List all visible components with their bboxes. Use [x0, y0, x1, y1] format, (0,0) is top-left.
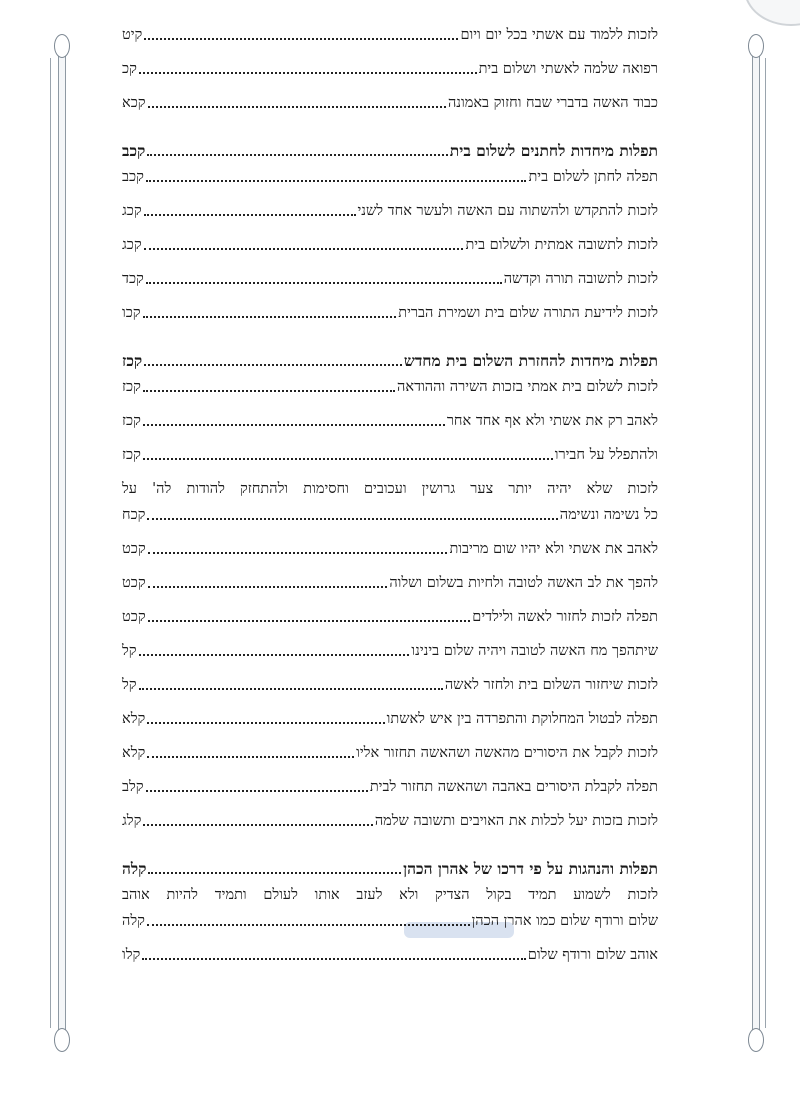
entry-page: קלא: [122, 745, 146, 761]
section-heading: [122, 858, 658, 878]
entry-text: ולהתפלל על חבירו: [554, 447, 658, 463]
entry-text: לזכות שיחזור השלום בית ולחזר לאשה: [444, 677, 658, 693]
toc-entry: [122, 912, 658, 930]
dot-leader: [146, 282, 502, 284]
entry-text: לזכות לידיעת התורה שלום בית ושמירת הברית: [398, 305, 658, 321]
dot-leader: [147, 518, 557, 520]
dot-leader: [147, 756, 354, 758]
wrapped-entry-line: לזכות לשמוע תמיד בקול הצדיק ולא לעזב אותו לעולם ותמיד להיות אוהב: [122, 887, 658, 903]
dot-leader: [148, 620, 471, 622]
dot-leader: [143, 316, 397, 318]
toc-entry: [122, 506, 658, 524]
toc-entry: [122, 304, 658, 322]
entry-page: קכב: [122, 169, 144, 185]
toc-entry: [122, 26, 658, 44]
entry-text: לזכות ללמוד עם אשתי בכל יום ויום: [460, 27, 658, 43]
toc-entry: [122, 378, 658, 396]
entry-page: קלא: [122, 711, 146, 727]
entry-text: אוהב שלום ורודף שלום: [527, 947, 658, 963]
entry-page: קל: [122, 677, 137, 693]
toc-entry: [122, 574, 658, 592]
entry-text: כל נשימה ונשימה: [559, 507, 658, 523]
entry-text: תפלה לחתן לשלום בית: [528, 169, 658, 185]
entry-page: קיט: [122, 27, 143, 43]
section-title: תפלות והנהגות על פי דרכו של אהרן הכהן: [403, 859, 658, 878]
toc-entry: [122, 94, 658, 112]
wrapped-entry-line: לזכות שלא יהיה יותר צער גרושין ועכובים וחסימות ולהתחזק להודות לה' על: [122, 481, 658, 497]
entry-text: תפלה לבטול המחלוקת והתפרדה בין איש לאשתו: [386, 711, 658, 727]
dot-leader: [144, 38, 458, 40]
dot-leader: [139, 72, 477, 74]
table-of-contents: [122, 26, 658, 964]
dot-leader: [146, 790, 368, 792]
entry-text: לזכות בזכות יעל לכלות את האויבים ותשובה שלמה: [374, 813, 658, 829]
entry-text: לאהב את אשתי ולא יהיו שום מריבות: [449, 541, 658, 557]
entry-page: קלב: [122, 779, 144, 795]
toc-entry: [122, 676, 658, 694]
entry-page: קכז: [122, 447, 141, 463]
dot-leader: [148, 872, 401, 874]
entry-text: להפך את לב האשה לטובה ולחיות בשלום ושלוה: [389, 575, 658, 591]
toc-entry: [122, 946, 658, 964]
toc-entry: [122, 412, 658, 430]
entry-text: לאהב רק את אשתי ולא אף אחד אחר: [446, 413, 658, 429]
entry-text: לזכות להתקדש ולהשתוה עם האשה ולעשר אחד לשני: [357, 203, 658, 219]
toc-entry: [122, 744, 658, 762]
section-page: קכז: [122, 351, 143, 370]
entry-text: תפלה לזכות לחזור לאשה ולילדים: [472, 609, 658, 625]
entry-page: קלו: [122, 947, 141, 963]
dot-leader: [147, 924, 470, 926]
section-title: תפלות מיחדות לחתנים לשלום בית: [449, 141, 658, 160]
toc-entry: [122, 608, 658, 626]
section-heading: [122, 140, 658, 160]
dot-leader: [147, 722, 384, 724]
entry-page: קכח: [122, 507, 146, 523]
dot-leader: [147, 154, 447, 156]
entry-page: קכ: [122, 61, 137, 77]
toc-entry: [122, 168, 658, 186]
left-scroll-rail-ornament: [54, 28, 68, 1058]
entry-text: לזכות לתשובה תורה וקדשה: [503, 271, 658, 287]
entry-page: קלג: [122, 813, 142, 829]
toc-entry: [122, 778, 658, 796]
entry-page: קכג: [122, 237, 142, 253]
toc-entry: [122, 270, 658, 288]
entry-page: קכו: [122, 305, 141, 321]
dot-leader: [144, 248, 464, 250]
entry-page: קכא: [122, 95, 146, 111]
entry-text: רפואה שלמה לאשתי ושלום בית: [478, 61, 658, 77]
dot-leader: [142, 958, 526, 960]
entry-text: לזכות לשלום בית אמתי בזכות השירה וההודאה: [397, 379, 658, 395]
toc-entry: [122, 446, 658, 464]
entry-text: לזכות לתשובה אמתית ולשלום בית: [465, 237, 658, 253]
dot-leader: [143, 424, 445, 426]
dot-leader: [143, 458, 553, 460]
entry-text: שלום ורודף שלום כמו אהרן הכהן: [471, 913, 658, 929]
dot-leader: [148, 586, 388, 588]
entry-page: קכד: [122, 271, 144, 287]
dot-leader: [143, 390, 395, 392]
dot-leader: [143, 824, 372, 826]
entry-page: קכג: [122, 203, 142, 219]
dot-leader: [146, 180, 527, 182]
entry-page: קל: [122, 643, 137, 659]
dot-leader: [148, 552, 448, 554]
dot-leader: [148, 106, 446, 108]
toc-entry: [122, 202, 658, 220]
entry-page: קכט: [122, 541, 146, 557]
dot-leader: [144, 214, 356, 216]
entry-page: קכז: [122, 379, 141, 395]
entry-text: כבוד האשה בדברי שבח וחזוק באמונה: [447, 95, 658, 111]
dot-leader: [144, 364, 402, 366]
toc-entry: [122, 710, 658, 728]
toc-entry: [122, 236, 658, 254]
entry-text: לזכות לקבל את היסורים מהאשה ושהאשה תחזור אליו: [356, 745, 658, 761]
section-title: תפלות מיחדות להחזרת השלום בית מחדש: [403, 351, 658, 370]
right-scroll-rail-ornament: [748, 28, 762, 1058]
toc-entry: [122, 540, 658, 558]
toc-entry: [122, 812, 658, 830]
toc-entry: [122, 642, 658, 660]
entry-text: תפלה לקבלת היסורים באהבה ושהאשה תחזור לבית: [369, 779, 658, 795]
entry-text: שיתהפך מח האשה לטובה ויהיה שלום בינינו: [411, 643, 658, 659]
dot-leader: [139, 688, 443, 690]
toc-entry: [122, 60, 658, 78]
section-page: קכב: [122, 141, 146, 160]
entry-page: קכט: [122, 609, 146, 625]
entry-page: קכט: [122, 575, 146, 591]
dot-leader: [139, 654, 410, 656]
entry-page: קלה: [122, 913, 145, 929]
section-heading: [122, 350, 658, 370]
section-page: קלה: [122, 859, 147, 878]
entry-page: קכז: [122, 413, 141, 429]
